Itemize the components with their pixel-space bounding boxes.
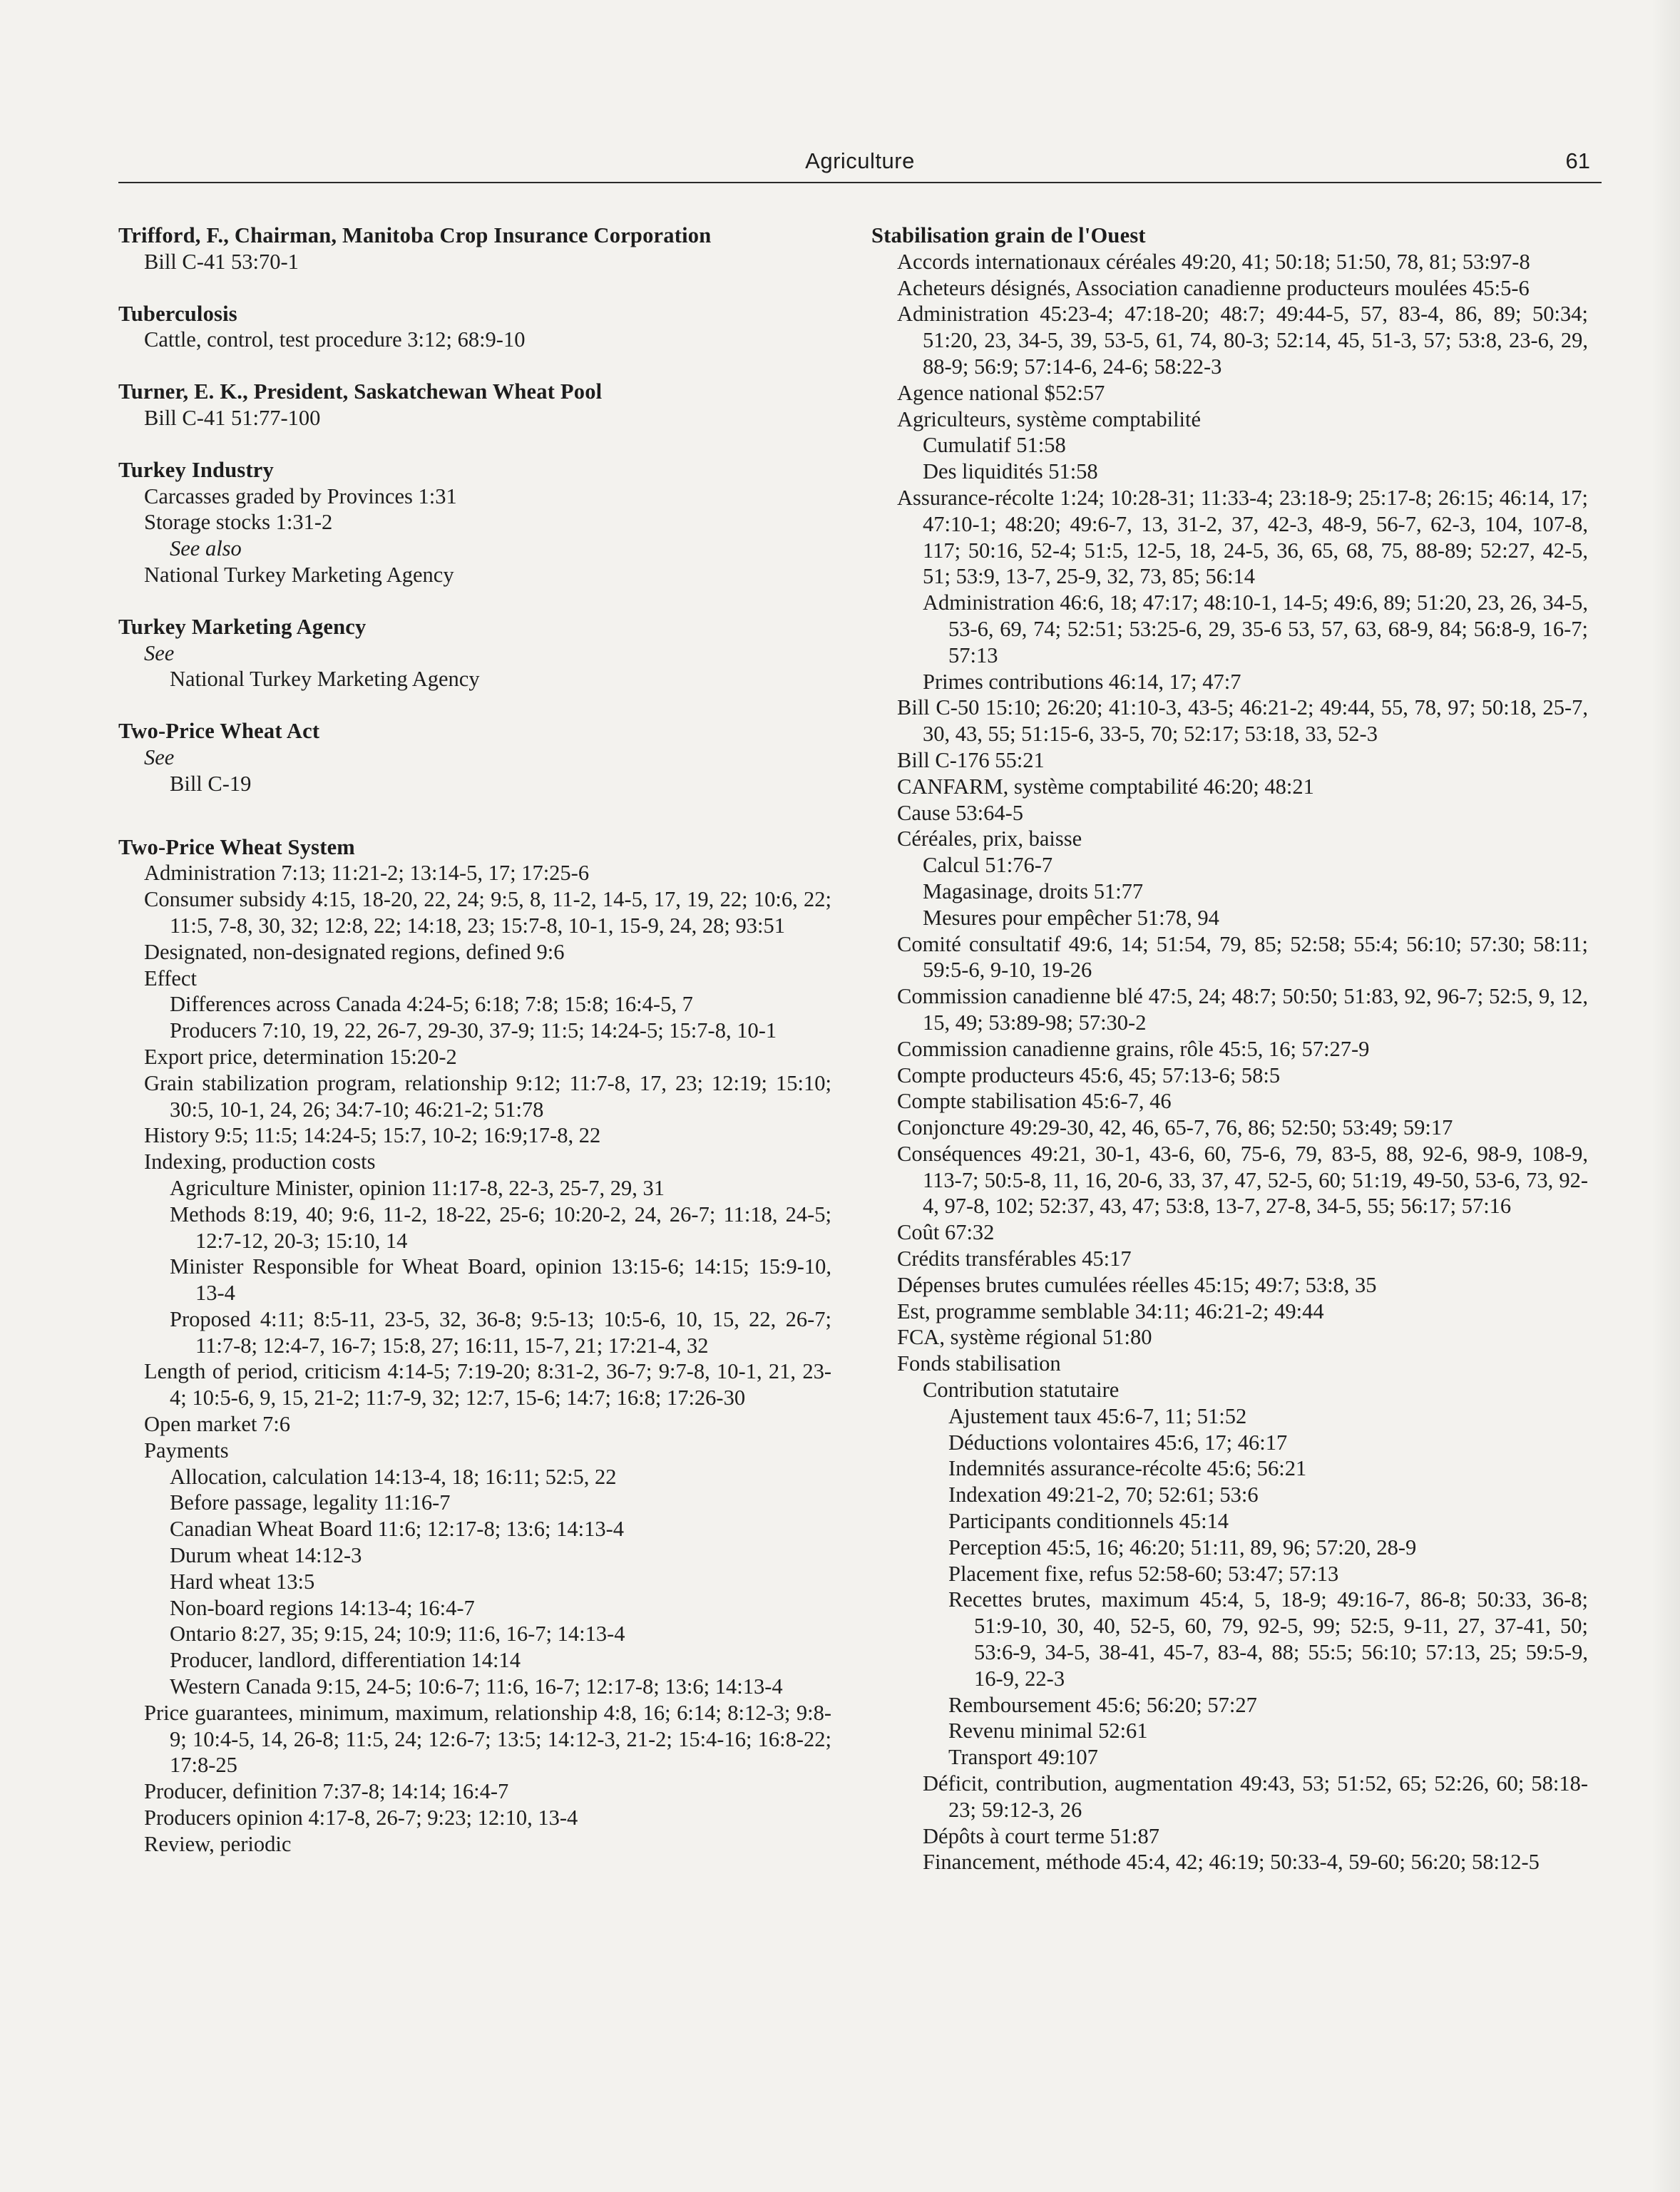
entry-heading: Turner, E. K., President, Saskatchewan Wheat Pool	[118, 379, 603, 404]
entry-subitem: Financement, méthode 45:4, 42; 46:19; 50:33-4, 59-60; 56:20; 58:12-5	[923, 1850, 1540, 1875]
entry-subitem: Calcul 51:76-7	[923, 853, 1053, 878]
entry-item: Open market 7:6	[144, 1412, 290, 1437]
running-title: Agriculture	[805, 148, 915, 173]
entry-subitem: Mesures pour empêcher 51:78, 94	[923, 905, 1219, 930]
entry-item: Acheteurs désignés, Association canadienne producteurs moulées 45:5-6	[897, 275, 1530, 300]
entry-subsubitem: Participants conditionnels 45:14	[948, 1509, 1229, 1534]
entry-item: Price guarantees, minimum, maximum, relationship 4:8, 16; 6:14; 8:12-3; 9:8-9; 10:4-5, 14, 26-8; 11:5, 24; 12:6-7; 13:5; 14:12-3, 21-2; 15:4-16; 16:8-22; 17:8-25	[144, 1700, 831, 1778]
entry-subitem: Ontario 8:27, 35; 9:15, 24; 10:9; 11:6, 16-7; 14:13-4	[170, 1622, 625, 1646]
entry-item: FCA, système régional 51:80	[897, 1325, 1152, 1350]
entry-subsubitem: Indemnités assurance-récolte 45:6; 56:21	[948, 1456, 1307, 1481]
entry-item: Coût 67:32	[897, 1220, 995, 1245]
entry-heading: Turkey Marketing Agency	[118, 614, 367, 639]
entry-subitem: Proposed 4:11; 8:5-11, 23-5, 32, 36-8; 9:5-13; 10:5-6, 10, 15, 22, 26-7; 11:7-8; 12:4-7, 16-7; 15:8, 27; 16:11, 15-7, 21; 17:21-4, 32	[170, 1306, 831, 1358]
entry-subitem: Cumulatif 51:58	[923, 433, 1066, 458]
entry-item: Bill C-176 55:21	[897, 747, 1045, 772]
entry-subitem: Canadian Wheat Board 11:6; 12:17-8; 13:6; 14:13-4	[170, 1517, 625, 1542]
entry-subitem: Durum wheat 14:12-3	[170, 1543, 362, 1568]
index-entry-trifford	[118, 222, 831, 275]
entry-item: Length of period, criticism 4:14-5; 7:19-20; 8:31-2, 36-7; 9:7-8, 10-1, 21, 23-4; 10:5-6, 9, 15, 21-2; 11:7-9, 32; 12:7, 15-6; 14:7; 16:8; 17:26-30	[144, 1359, 831, 1410]
entry-item: Cause 53:64-5	[897, 800, 1024, 825]
entry-subitem: Contribution statutaire	[923, 1378, 1120, 1403]
entry-item: Agriculteurs, système comptabilité	[897, 406, 1202, 431]
page-edge-shadow	[1651, 0, 1680, 2192]
entry-subitem: Before passage, legality 11:16-7	[170, 1490, 451, 1515]
entry-item: Céréales, prix, baisse	[897, 826, 1082, 851]
entry-item: Compte stabilisation 45:6-7, 46	[897, 1089, 1172, 1114]
see-also-label: See also	[170, 536, 242, 561]
entry-subsubitem: Recettes brutes, maximum 45:4, 5, 18-9; 49:16-7, 86-8; 50:33, 36-8; 51:9-10, 30, 40, 52-5, 60, 79, 92-5, 99; 52:5, 9-11, 27, 37-41, 50; 53:6-9, 34-5, 38-41, 45-7, 83-4, 88; 55:5; 56:10; 57:13, 25; 59:5-9, 16-9, 22-3	[948, 1587, 1588, 1691]
entry-item: Commission canadienne blé 47:5, 24; 48:7; 50:50; 51:83, 92, 96-7; 52:5, 9, 12, 15, 49; 53:89-98; 57:30-2	[897, 984, 1588, 1035]
entry-item: Crédits transférables 45:17	[897, 1246, 1132, 1271]
index-entry-tuberculosis	[118, 301, 831, 354]
entry-heading: Stabilisation grain de l'Ouest	[871, 223, 1146, 247]
entry-item: Compte producteurs 45:6, 45; 57:13-6; 58:5	[897, 1062, 1281, 1087]
entry-item: Agence national $52:57	[897, 380, 1105, 405]
entry-subsubitem: Placement fixe, refus 52:58-60; 53:47; 57:13	[948, 1561, 1339, 1586]
index-entry-turkey-industry	[118, 457, 831, 588]
entry-subsubitem: Perception 45:5, 16; 46:20; 51:11, 89, 96; 57:20, 28-9	[948, 1535, 1417, 1560]
entry-item: Producers opinion 4:17-8, 26-7; 9:23; 12:10, 13-4	[144, 1806, 578, 1830]
entry-item: Indexing, production costs	[144, 1149, 376, 1174]
index-entry-two-price-wheat-system	[118, 834, 831, 1858]
entry-item: Consumer subsidy 4:15, 18-20, 22, 24; 9:5, 8, 11-2, 14-5, 17, 19, 22; 10:6, 22; 11:5, 7-8, 30, 32; 12:8, 22; 14:18, 23; 15:7-8, 10-1, 15-9, 24, 28; 93:51	[144, 887, 831, 938]
entry-subitem: Producer, landlord, differentiation 14:14	[170, 1648, 521, 1673]
entry-subitem: Déficit, contribution, augmentation 49:43, 53; 51:52, 65; 52:26, 60; 58:18-23; 59:12-3, 26	[923, 1771, 1588, 1822]
entry-item: Conjoncture 49:29-30, 42, 46, 65-7, 76, 86; 52:50; 53:49; 59:17	[897, 1115, 1453, 1140]
entry-heading: Trifford, F., Chairman, Manitoba Crop Insurance Corporation	[118, 223, 712, 247]
entry-item: Export price, determination 15:20-2	[144, 1044, 457, 1069]
entry-item: Fonds stabilisation	[897, 1351, 1061, 1376]
right-column	[871, 222, 1588, 1875]
page-number: 61	[1565, 148, 1590, 173]
entry-item: Assurance-récolte 1:24; 10:28-31; 11:33-4; 23:18-9; 25:17-8; 26:15; 46:14, 17; 47:10-1; 48:20; 49:6-7, 13, 31-2, 37, 42-3, 48-9, 56-7, 62-3, 104, 107-8, 117; 50:16, 52-4; 51:5, 12-5, 18, 24-5, 36, 65, 68, 75, 88-89; 52:27, 42-5, 51; 53:9, 13-7, 25-9, 32, 73, 85; 56:14	[897, 485, 1588, 589]
entry-item: Dépenses brutes cumulées réelles 45:15; 49:7; 53:8, 35	[897, 1272, 1377, 1297]
entry-item: Cattle, control, test procedure 3:12; 68:9-10	[144, 327, 526, 352]
entry-item: Designated, non-designated regions, defined 9:6	[144, 939, 565, 964]
cross-reference: Bill C-19	[170, 771, 252, 796]
entry-item: Est, programme semblable 34:11; 46:21-2; 49:44	[897, 1299, 1324, 1323]
entry-heading: Tuberculosis	[118, 301, 237, 326]
entry-subsubitem: Déductions volontaires 45:6, 17; 46:17	[948, 1430, 1288, 1455]
entry-item: Carcasses graded by Provinces 1:31	[144, 483, 457, 508]
entry-subsubitem: Transport 49:107	[948, 1745, 1098, 1770]
entry-heading: Two-Price Wheat Act	[118, 719, 320, 744]
entry-subitem: Minister Responsible for Wheat Board, opinion 13:15-6; 14:15; 15:9-10, 13-4	[170, 1254, 831, 1306]
index-entry-turner	[118, 379, 831, 431]
header-rule	[118, 182, 1602, 183]
entry-subsubitem: Remboursement 45:6; 56:20; 57:27	[948, 1692, 1257, 1717]
entry-heading: Turkey Industry	[118, 457, 274, 482]
entry-item: Payments	[144, 1438, 229, 1463]
entry-item: Producer, definition 7:37-8; 14:14; 16:4-7	[144, 1779, 509, 1804]
entry-subitem: Producers 7:10, 19, 22, 26-7, 29-30, 37-9; 11:5; 14:24-5; 15:7-8, 10-1	[170, 1018, 777, 1043]
cross-reference: National Turkey Marketing Agency	[170, 667, 480, 692]
entry-subitem: Allocation, calculation 14:13-4, 18; 16:11; 52:5, 22	[170, 1464, 617, 1489]
see-label: See	[144, 640, 175, 665]
entry-subitem: Agriculture Minister, opinion 11:17-8, 22-3, 25-7, 29, 31	[170, 1175, 665, 1200]
entry-item: Review, periodic	[144, 1831, 292, 1856]
entry-subsubitem: Revenu minimal 52:61	[948, 1719, 1148, 1743]
entry-subsubitem: Ajustement taux 45:6-7, 11; 51:52	[948, 1403, 1247, 1428]
index-entry-two-price-wheat-act	[118, 718, 831, 797]
entry-subitem: Differences across Canada 4:24-5; 6:18; 7:8; 15:8; 16:4-5, 7	[170, 992, 693, 1017]
entry-item: Grain stabilization program, relationship 9:12; 11:7-8, 17, 23; 12:19; 15:10; 30:5, 10-1, 24, 26; 34:7-10; 46:21-2; 51:78	[144, 1070, 831, 1122]
entry-subsubitem: Indexation 49:21-2, 70; 52:61; 53:6	[948, 1482, 1259, 1507]
entry-item: Bill C-41 53:70-1	[144, 249, 299, 274]
entry-item: Administration 7:13; 11:21-2; 13:14-5, 17; 17:25-6	[144, 861, 590, 886]
entry-subitem: Primes contributions 46:14, 17; 47:7	[923, 669, 1241, 694]
entry-item: Conséquences 49:21, 30-1, 43-6, 60, 75-6, 79, 83-5, 88, 92-6, 98-9, 108-9, 113-7; 50:5-8, 11, 16, 20-6, 33, 37, 47, 52-5, 60; 51:19, 49-50, 53-6, 73, 92-4, 97-8, 102; 52:37, 43, 47; 53:8, 13-7, 27-8, 34-5, 55; 56:17; 57:16	[897, 1141, 1588, 1219]
entry-subitem: Methods 8:19, 40; 9:6, 11-2, 18-22, 25-6; 10:20-2, 24, 26-7; 11:18, 24-5; 12:7-12, 20-3; 15:10, 14	[170, 1202, 831, 1253]
entry-heading: Two-Price Wheat System	[118, 834, 355, 859]
entry-item: Administration 45:23-4; 47:18-20; 48:7; 49:44-5, 57, 83-4, 86, 89; 50:34; 51:20, 23, 34-5, 39, 53-5, 61, 74, 80-3; 52:14, 45, 51-3, 57; 53:8, 23-6, 29, 88-9; 56:9; 57:14-6, 24-6; 58:22-3	[897, 302, 1588, 379]
entry-item: Effect	[144, 966, 197, 990]
entry-item: Comité consultatif 49:6, 14; 51:54, 79, 85; 52:58; 55:4; 56:10; 57:30; 58:11; 59:5-6, 9-10, 19-26	[897, 931, 1588, 983]
index-entry-turkey-marketing-agency	[118, 614, 831, 692]
left-column	[118, 222, 831, 1858]
entry-subitem: Magasinage, droits 51:77	[923, 879, 1144, 903]
entry-item: Commission canadienne grains, rôle 45:5, 16; 57:27-9	[897, 1036, 1370, 1061]
page-header	[118, 148, 1602, 184]
entry-item: History 9:5; 11:5; 14:24-5; 15:7, 10-2; 16:9;17-8, 22	[144, 1123, 601, 1148]
entry-item: Accords internationaux céréales 49:20, 41; 50:18; 51:50, 78, 81; 53:97-8	[897, 249, 1530, 274]
entry-item: CANFARM, système comptabilité 46:20; 48:21	[897, 774, 1314, 799]
entry-subitem: Des liquidités 51:58	[923, 459, 1098, 484]
entry-subitem: Non-board regions 14:13-4; 16:4-7	[170, 1595, 475, 1620]
see-label: See	[144, 744, 175, 769]
entry-item: Bill C-50 15:10; 26:20; 41:10-3, 43-5; 46:21-2; 49:44, 55, 78, 97; 50:18, 25-7, 30, 43, 55; 51:15-6, 33-5, 70; 52:17; 53:18, 33, 52-3	[897, 695, 1588, 747]
entry-item: Bill C-41 51:77-100	[144, 405, 321, 430]
entry-subitem: Dépôts à court terme 51:87	[923, 1823, 1160, 1848]
entry-subitem: Western Canada 9:15, 24-5; 10:6-7; 11:6, 16-7; 12:17-8; 13:6; 14:13-4	[170, 1674, 783, 1699]
cross-reference: National Turkey Marketing Agency	[144, 562, 454, 587]
entry-item: Storage stocks 1:31-2	[144, 510, 333, 535]
entry-subitem: Hard wheat 13:5	[170, 1569, 315, 1594]
entry-subitem: Administration 46:6, 18; 47:17; 48:10-1, 14-5; 49:6, 89; 51:20, 23, 26, 34-5, 53-6, 69, 74; 52:51; 53:25-6, 29, 35-6 53, 57, 63, 68-9, 84; 56:8-9, 16-7; 57:13	[923, 590, 1588, 667]
